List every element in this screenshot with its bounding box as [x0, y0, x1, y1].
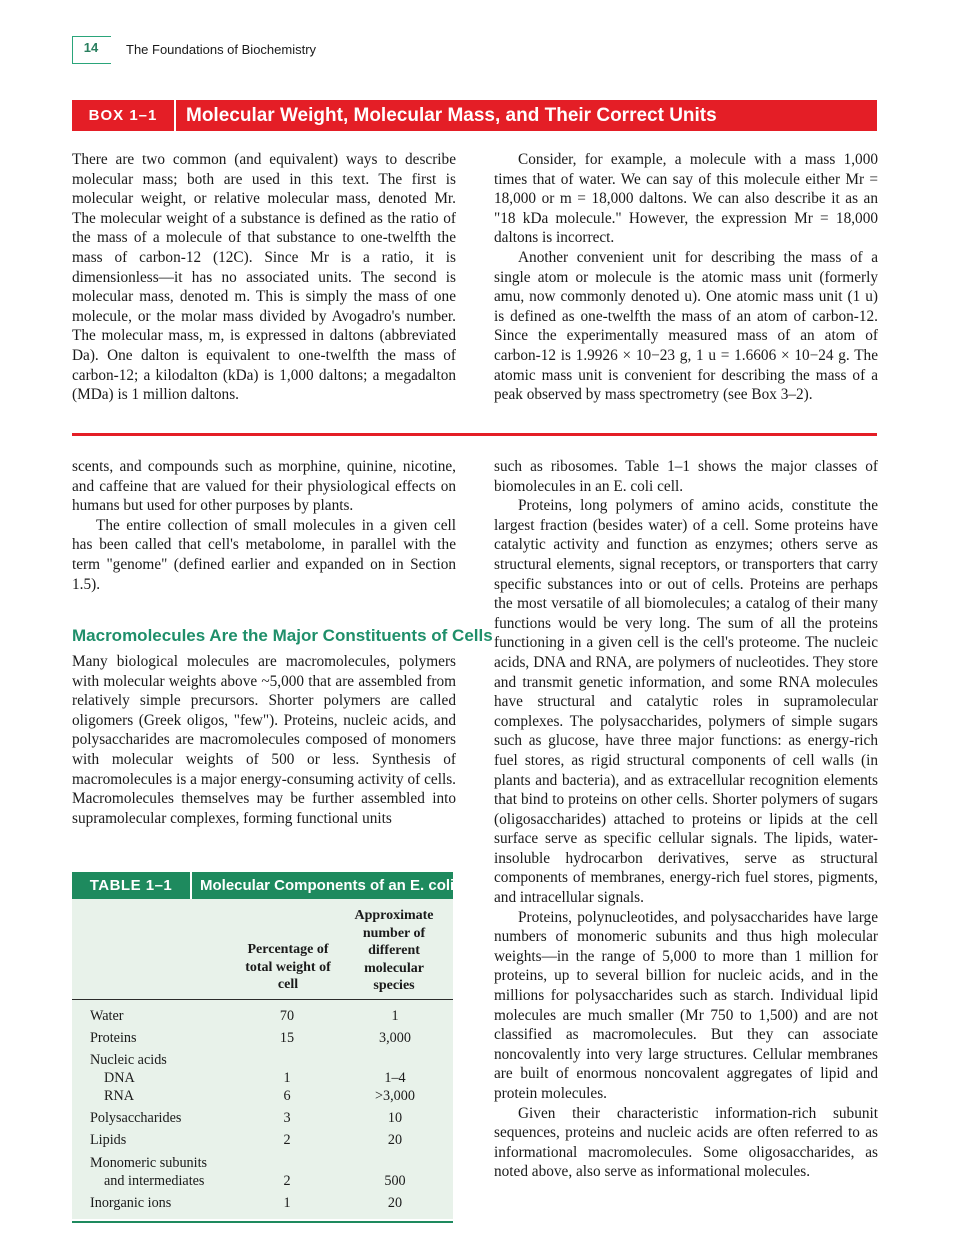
- left-paragraph-2: The entire collection of small molecules in a given cell has been called that cell's metabolome, in parallel with the term "genome" (defined earlier and expanded on in Section 1.5).: [72, 516, 456, 593]
- table-row-name: Proteins: [90, 1030, 137, 1046]
- box-right-paragraph-1: Consider, for example, a molecule with a mass 1,000 times that of water. We can say of this molecule either Mr = 18,000 or m = 18,000 daltons. We can also describe it as an "18 kDa molecule." However, the expression Mr = 18,000 daltons is incorrect.: [494, 151, 878, 247]
- main-right-column: [494, 457, 878, 1182]
- table-col-header-percent: Percentage of total weight of cell: [245, 942, 331, 992]
- table-row-species: 20: [387, 1132, 403, 1148]
- left-paragraph-1: scents, and compounds such as morphine, quinine, nicotine, and caffeine that are valued for their physiological effects on humans but used for other purposes by plants.: [72, 458, 456, 515]
- right-paragraph-3: Proteins, polynucleotides, and polysaccharides have large numbers of monomeric subunits and thus high molecular weights—in the range of 5,000 to more than 1 million for proteins, up to several billion for nucleic acids, and in the millions for polysaccharides such as starch. Individual lipid molecules are much smaller (Mr 750 to 1,500) and are not classified as macromolecules. But they can associate noncovalently into very large structures. Cellular membranes are built of enormous noncovalent aggregates of lipid and protein molecules.: [494, 908, 878, 1102]
- table-row-percent: 15: [279, 1030, 295, 1046]
- box-label: BOX 1–1: [88, 107, 158, 124]
- box-left-column: [72, 150, 456, 405]
- right-paragraph-2: Proteins, long polymers of amino acids, constitute the largest fraction (besides water) of a cell. Some proteins have catalytic activity and function as enzymes; others serve as structural elements, signal receptors, or transporters that carry specific substances into or out of cells. Proteins are perhaps the most versatile of all biomolecules; a catalog of their many functions would be very long. The sum of all the proteins functioning in a given cell is the cell's proteome. The nucleic acids, DNA and RNA, are polymers of nucleotides. They store and transmit genetic information, and some RNA molecules have structural and catalytic roles in supramolecular complexes. The polysaccharides, polymers of simple sugars such as glucose, have three major functions: as energy-rich fuel stores, as rigid structural components of cell walls (in plants and bacteria), and as extracellular recognition elements that bind to proteins on other cells. Shorter polymers of sugars (oligosaccharides) attached to proteins or lipids at the cell surface serve as specific cellular signals. The lipids, water-insoluble hydrocarbon derivatives, serve as structural components of membranes, energy-rich fuel stores, pigments, and intracellular signals.: [494, 497, 878, 907]
- box-right-paragraph-2: Another convenient unit for describing the mass of a single atom or molecule is the atomic mass unit (formerly amu, now commonly denoted u). One atomic mass unit (1 u) is defined as one-twelfth the mass of an atom of carbon-12. Since the experimentally measured mass of an atom of carbon-12 is 1.9926 × 10−23 g, 1 u = 1.6606 × 10−24 g. The atomic mass unit is convenient for describing the mass of a peak observed by mass spectrometry (see Box 3–2).: [494, 248, 878, 404]
- table-row-percent: 70: [279, 1008, 295, 1024]
- table-row-name: Lipids: [90, 1132, 127, 1148]
- table-row-percent: 1: [283, 1195, 291, 1211]
- box-left-paragraph: There are two common (and equivalent) ways to describe molecular mass; both are used in this text. The first is molecular weight, or relative molecular mass, denoted Mr. The molecular weight of a substance is defined as the ratio of the mass of a molecule of that substance to one-twelfth the mass of carbon-12 (12C). Since Mr is a ratio, it is dimensionless—it has no associated units. The second is molecular mass, denoted m. This is simply the mass of one molecule, or the molar mass divided by Avogadro's number. The molecular mass, m, is expressed in daltons (abbreviated Da). One dalton is equivalent to one-twelfth the mass of carbon-12; a kilodalton (kDa) is 1,000 daltons; a megadalton (MDa) is 1 million daltons.: [72, 151, 456, 404]
- table-row-name: Inorganic ions: [90, 1195, 172, 1211]
- table-row-percent: 2: [283, 1173, 291, 1189]
- table-row-name: Polysaccharides: [90, 1110, 182, 1126]
- table-row-name: and intermediates: [104, 1173, 205, 1189]
- table-row-name: Nucleic acids: [90, 1052, 167, 1068]
- table-row-species: 3,000: [379, 1030, 411, 1046]
- box-title: Molecular Weight, Molecular Mass, and Their Correct Units: [186, 105, 717, 126]
- table-row-name: Monomeric subunits: [90, 1155, 208, 1171]
- table-row-name: DNA: [104, 1070, 135, 1086]
- right-paragraph-4: Given their characteristic information-rich subunit sequences, proteins and nucleic acids are often referred to as informational macromolecules. Some oligosaccharides, as noted above, also serve as informational molecules.: [494, 1104, 878, 1181]
- left-paragraph-3: Many biological molecules are macromolecules, polymers with molecular weights above ~5,000 that are assembled from relatively simple precursors. Shorter polymers are called oligomers (Greek oligos, "few"). Proteins, nucleic acids, and polysaccharides are macromolecules composed of monomers with molecular weights of 500 or less. Synthesis of macromolecules is a major energy-consuming activity of cells. Macromolecules themselves may be further assembled into supramolecular complexes, forming functional units: [72, 653, 456, 827]
- table-row-species: 1–4: [384, 1070, 406, 1086]
- page-number: 14: [83, 40, 99, 55]
- table-row-name: Water: [90, 1008, 124, 1024]
- right-paragraph-1: such as ribosomes. Table 1–1 shows the major classes of biomolecules in an E. coli cell.: [494, 458, 878, 495]
- table-row-name: RNA: [104, 1088, 134, 1104]
- table-row-percent: 6: [283, 1088, 291, 1104]
- table-header-divider: [190, 872, 192, 899]
- box-bottom-rule: [72, 433, 877, 436]
- table-row-species: >3,000: [375, 1088, 415, 1104]
- table-bottom-rule: [72, 1221, 453, 1223]
- main-left-column: [72, 457, 456, 594]
- box-banner-divider: [174, 100, 176, 131]
- box-right-column: [494, 150, 878, 405]
- table-row-percent: 3: [283, 1110, 291, 1126]
- section-body: [72, 652, 456, 828]
- table-row-species: 500: [384, 1173, 406, 1189]
- table-row-percent: 2: [283, 1132, 291, 1148]
- running-head: The Foundations of Biochemistry: [126, 42, 317, 57]
- table-row-species: 20: [387, 1195, 403, 1211]
- table-header-rule: [72, 999, 453, 1000]
- table-title: Molecular Components of an E. coli Cell: [200, 877, 486, 894]
- table-row-species: 1: [391, 1008, 399, 1024]
- table-row-percent: 1: [283, 1070, 291, 1086]
- table-row-species: 10: [387, 1110, 403, 1126]
- section-heading: Macromolecules Are the Major Constituents of Cells: [72, 626, 493, 645]
- table-col-header-species: Approximate number of different molecular species: [354, 908, 434, 993]
- table-label: TABLE 1–1: [89, 877, 173, 894]
